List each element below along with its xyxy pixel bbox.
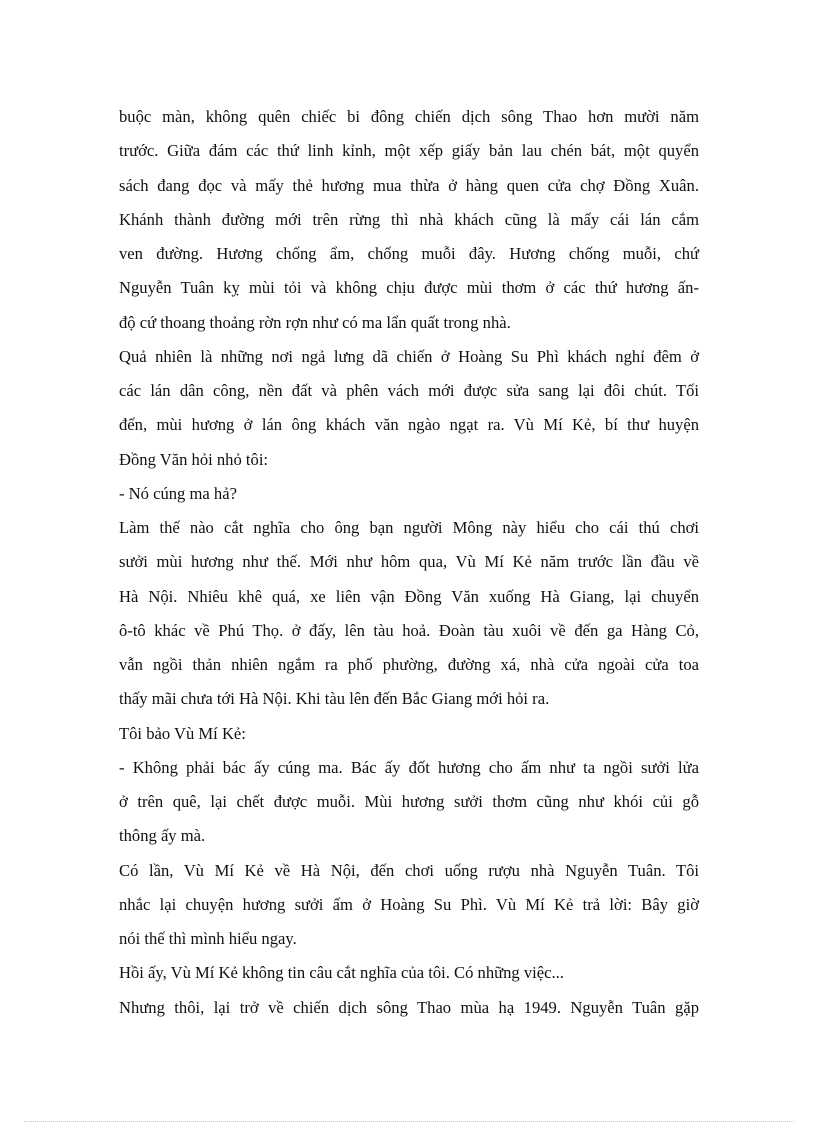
text-line: ở trên quê, lại chết được muỗi. Mùi hương sưởi thơm cũng như khói củi gỗ (119, 792, 699, 811)
text-line: nhắc lại chuyện hương sưởi ấm ở Hoàng Su Phì. Vù Mí Kẻ trả lời: Bây giờ (119, 894, 699, 914)
body-text (119, 100, 699, 1025)
text-line: nói thế thì mình hiểu ngay. (119, 929, 297, 948)
text-line: các lán dân công, nền đất và phên vách mới được sửa sang lại đôi chút. Tối (119, 381, 699, 400)
text-line: - Nó cúng ma hả? (119, 483, 237, 503)
text-line: buộc màn, không quên chiếc bi đông chiến dịch sông Thao hơn mười năm (119, 107, 699, 126)
text-line: Tôi bảo Vù Mí Kẻ: (119, 723, 246, 743)
text-line: Có lần, Vù Mí Kẻ về Hà Nội, đến chơi uống rượu nhà Nguyễn Tuân. Tôi (119, 860, 699, 880)
text-line: Khánh thành đường mới trên rừng thì nhà khách cũng là mấy cái lán cắm (119, 209, 699, 229)
text-line: ven đường. Hương chống ẩm, chống muỗi đây. Hương chống muỗi, chứ (119, 244, 699, 263)
text-line: thông ấy mà. (119, 826, 206, 846)
text-line: Quả nhiên là những nơi ngả lưng dã chiến ở Hoàng Su Phì khách nghỉ đêm ở (119, 346, 699, 366)
text-line: độ cứ thoang thoảng rờn rợn như có ma lẩn quất trong nhà. (119, 312, 511, 332)
text-line: trước. Giữa đám các thứ linh kỉnh, một xếp giấy bản lau chén bát, một quyển (119, 141, 699, 161)
text-line: Nhưng thôi, lại trở về chiến dịch sông Thao mùa hạ 1949. Nguyễn Tuân gặp (119, 997, 699, 1017)
text-line: ô-tô khác về Phú Thọ. ở đấy, lên tàu hoả. Đoàn tàu xuôi về đến ga Hàng Cỏ, (119, 620, 699, 640)
page-bottom-divider (24, 1121, 794, 1122)
text-line: Hà Nội. Nhiêu khê quá, xe liên vận Đồng Văn xuống Hà Giang, lại chuyển (119, 586, 699, 606)
text-line: vẫn ngồi thản nhiên ngắm ra phố phường, đường xá, nhà cửa ngoài cửa toa (119, 655, 699, 674)
text-line: sách đang đọc và mấy thẻ hương mua thừa ở hàng quen cửa chợ Đồng Xuân. (119, 175, 699, 195)
text-line: sưởi mùi hương như thế. Mới như hôm qua, Vù Mí Kẻ năm trước lần đầu về (119, 552, 699, 572)
text-line: - Không phải bác ấy cúng ma. Bác ấy đốt hương cho ấm như ta ngồi sưởi lửa (119, 757, 699, 777)
text-line: Nguyễn Tuân kỵ mùi tỏi và không chịu được mùi thơm ở các thứ hương ấn- (119, 278, 699, 298)
text-line: thấy mãi chưa tới Hà Nội. Khi tàu lên đến Bắc Giang mới hỏi ra. (119, 689, 550, 709)
text-line: Làm thế nào cắt nghĩa cho ông bạn người Mông này hiểu cho cái thú chơi (119, 518, 699, 537)
text-line: Đồng Văn hỏi nhỏ tôi: (119, 449, 269, 469)
text-line: Hồi ấy, Vù Mí Kẻ không tin câu cắt nghĩa của tôi. Có những việc... (119, 963, 564, 983)
text-line: đến, mùi hương ở lán ông khách văn ngào ngạt ra. Vù Mí Kẻ, bí thư huyện (119, 415, 699, 435)
